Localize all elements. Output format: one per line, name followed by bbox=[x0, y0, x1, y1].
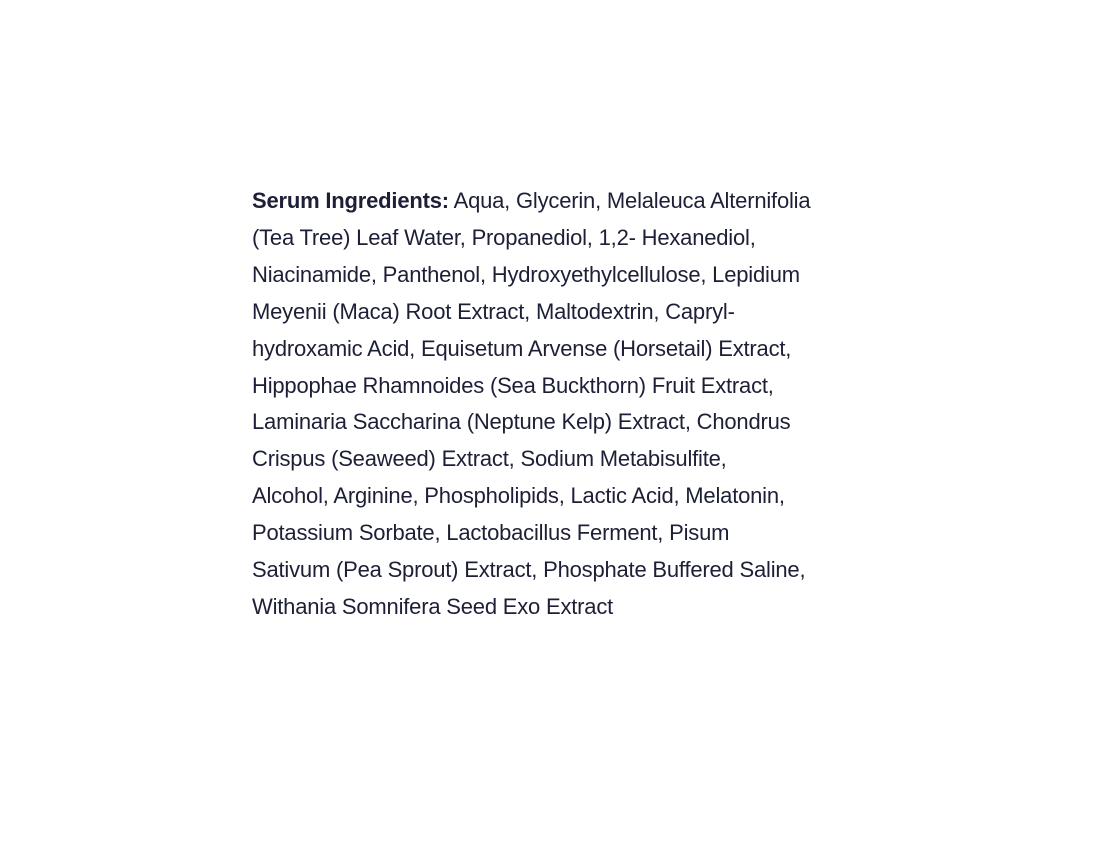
ingredients-line-7: Laminaria Saccharina (Neptune Kelp) Extract, Chondrus bbox=[252, 409, 791, 435]
ingredients-line-5: hydroxamic Acid, Equisetum Arvense (Horsetail) Extract, bbox=[252, 335, 792, 361]
ingredients-line-text: Aqua, Glycerin, Melaleuca Alternifolia bbox=[453, 188, 811, 213]
ingredients-line-2: (Tea Tree) Leaf Water, Propanediol, 1,2- Hexanediol, bbox=[252, 224, 756, 250]
ingredients-line-6: Hippophae Rhamnoides (Sea Buckthorn) Fruit Extract, bbox=[252, 372, 774, 398]
ingredients-text-block bbox=[252, 183, 892, 626]
ingredients-line-8: Crispus (Seaweed) Extract, Sodium Metabisulfite, bbox=[252, 446, 727, 472]
ingredients-line-12: Withania Somnifera Seed Exo Extract bbox=[252, 593, 614, 619]
ingredients-line-4: Meyenii (Maca) Root Extract, Maltodextrin, Capryl- bbox=[252, 298, 735, 324]
ingredients-line-9: Alcohol, Arginine, Phospholipids, Lactic Acid, Melatonin, bbox=[252, 483, 785, 509]
ingredients-heading: Serum Ingredients: bbox=[252, 188, 449, 213]
ingredients-line-3: Niacinamide, Panthenol, Hydroxyethylcellulose, Lepidium bbox=[252, 261, 800, 287]
ingredients-line-10: Potassium Sorbate, Lactobacillus Ferment, Pisum bbox=[252, 520, 730, 546]
ingredients-line-1 bbox=[252, 183, 892, 220]
ingredients-line-11: Sativum (Pea Sprout) Extract, Phosphate Buffered Saline, bbox=[252, 557, 806, 583]
